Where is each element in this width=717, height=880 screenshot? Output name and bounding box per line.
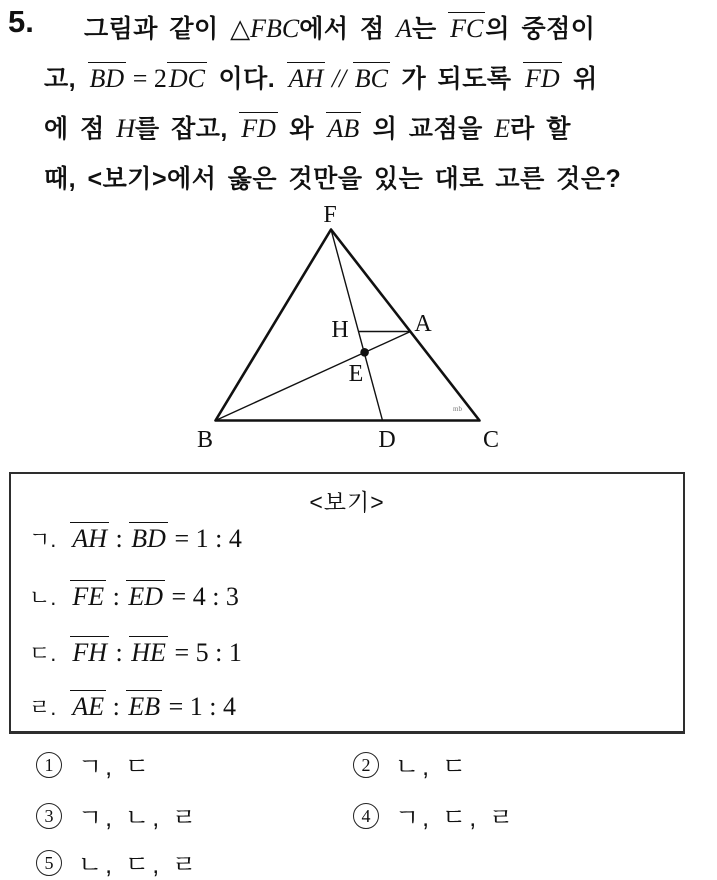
answer-choice-5 (36, 845, 199, 880)
overline-math-text: FD (524, 64, 560, 93)
boki-item-r (29, 690, 236, 722)
math-text: : (106, 692, 127, 721)
boki-item-label: ㄹ. (29, 695, 57, 720)
vertex-label-F: F (323, 202, 337, 228)
problem-line (44, 56, 710, 106)
overline-math-text: BC (354, 64, 389, 93)
overline-math-text: ED (128, 582, 164, 611)
point-label-H: H (331, 317, 349, 343)
overline-math-text: AB (327, 114, 360, 143)
answer-choice-4 (353, 798, 516, 834)
korean-text: 이다. (207, 65, 287, 93)
boki-item-label: ㄷ. (29, 641, 57, 666)
math-text: = 1 : 4 (167, 524, 242, 553)
point-E-dot (360, 348, 369, 357)
choice-number: 4 (353, 803, 379, 829)
korean-text: 의 교점을 (361, 115, 495, 143)
math-text: // (325, 64, 353, 93)
boki-title: <보기> (309, 489, 385, 515)
overline-math-text: EB (128, 692, 161, 721)
korean-text: 를 잡고, (134, 115, 240, 143)
choice-text: ㄱ, ㄷ (78, 753, 153, 781)
math-text: = 5 : 1 (167, 638, 242, 667)
choice-text: ㄱ, ㄴ, ㄹ (78, 804, 200, 832)
math-text: FBC (250, 14, 300, 43)
korean-text: 와 (277, 115, 326, 143)
boki-item-statement (70, 638, 242, 667)
math-text: A (396, 14, 412, 43)
overline-math-text: FC (450, 14, 484, 43)
overline-math-text: DC (168, 64, 206, 93)
choice-number: 1 (36, 752, 62, 778)
math-text: H (116, 114, 135, 143)
math-text: : (109, 524, 130, 553)
boki-item-label: ㄱ. (29, 527, 57, 552)
korean-text: 가 되도록 (390, 65, 523, 93)
vertex-label-B: B (196, 427, 214, 453)
math-text: △ (230, 14, 251, 43)
overline-math-text: BD (89, 64, 125, 93)
point-label-A: A (414, 311, 432, 337)
overline-math-text: BD (131, 524, 166, 553)
overline-math-text: FH (72, 638, 108, 667)
overline-math-text: AH (288, 64, 324, 93)
boki-item-statement (70, 524, 242, 553)
answer-choice-2 (353, 747, 469, 783)
boki-box (9, 472, 685, 734)
choice-text: ㄴ, ㄷ, ㄹ (78, 851, 200, 879)
korean-text: 는 (412, 15, 449, 43)
math-text: = 2 (126, 64, 167, 93)
boki-item-statement (70, 692, 237, 721)
korean-text: 때, <보기>에서 옳은 것만을 있는 대로 고른 것은? (44, 165, 622, 193)
overline-math-text: HE (131, 638, 166, 667)
geometry-diagram (150, 192, 530, 454)
choice-number: 3 (36, 803, 62, 829)
choice-number: 5 (36, 850, 62, 876)
point-label-E: E (348, 361, 364, 387)
boki-item-d (29, 636, 242, 668)
math-text: E (494, 114, 511, 143)
problem-number: 5. (8, 4, 34, 39)
problem-line (44, 106, 710, 156)
overline-math-text: AE (72, 692, 105, 721)
korean-text: 고, (44, 65, 88, 93)
boki-item-statement (70, 582, 239, 611)
vertex-label-C: C (482, 427, 500, 453)
math-text: = 4 : 3 (165, 582, 239, 611)
choice-number: 2 (353, 752, 379, 778)
problem-line (44, 6, 710, 56)
boki-item-label: ㄴ. (29, 585, 57, 610)
korean-text: 에 점 (44, 115, 117, 143)
math-text: : (106, 582, 127, 611)
problem-text (44, 6, 710, 206)
overline-math-text: FD (241, 114, 276, 143)
boki-item-n (29, 580, 239, 612)
korean-text: 그림과 같이 (84, 15, 231, 43)
segment-BA (216, 332, 411, 421)
print-artifact: mb (453, 405, 462, 413)
korean-text: 라 할 (510, 115, 571, 143)
math-text: : (109, 638, 130, 667)
answer-choice-1 (36, 747, 152, 783)
overline-math-text: AH (72, 524, 108, 553)
boki-item-g (29, 522, 242, 554)
choice-text: ㄴ, ㄷ (395, 753, 470, 781)
choice-text: ㄱ, ㄷ, ㄹ (395, 804, 517, 832)
korean-text: 의 중점이 (485, 15, 596, 43)
math-text: = 1 : 4 (162, 692, 237, 721)
overline-math-text: FE (72, 582, 105, 611)
korean-text: 위 (561, 65, 598, 93)
answer-choice-3 (36, 798, 199, 834)
point-label-D: D (378, 427, 396, 453)
korean-text: 에서 점 (299, 15, 397, 43)
